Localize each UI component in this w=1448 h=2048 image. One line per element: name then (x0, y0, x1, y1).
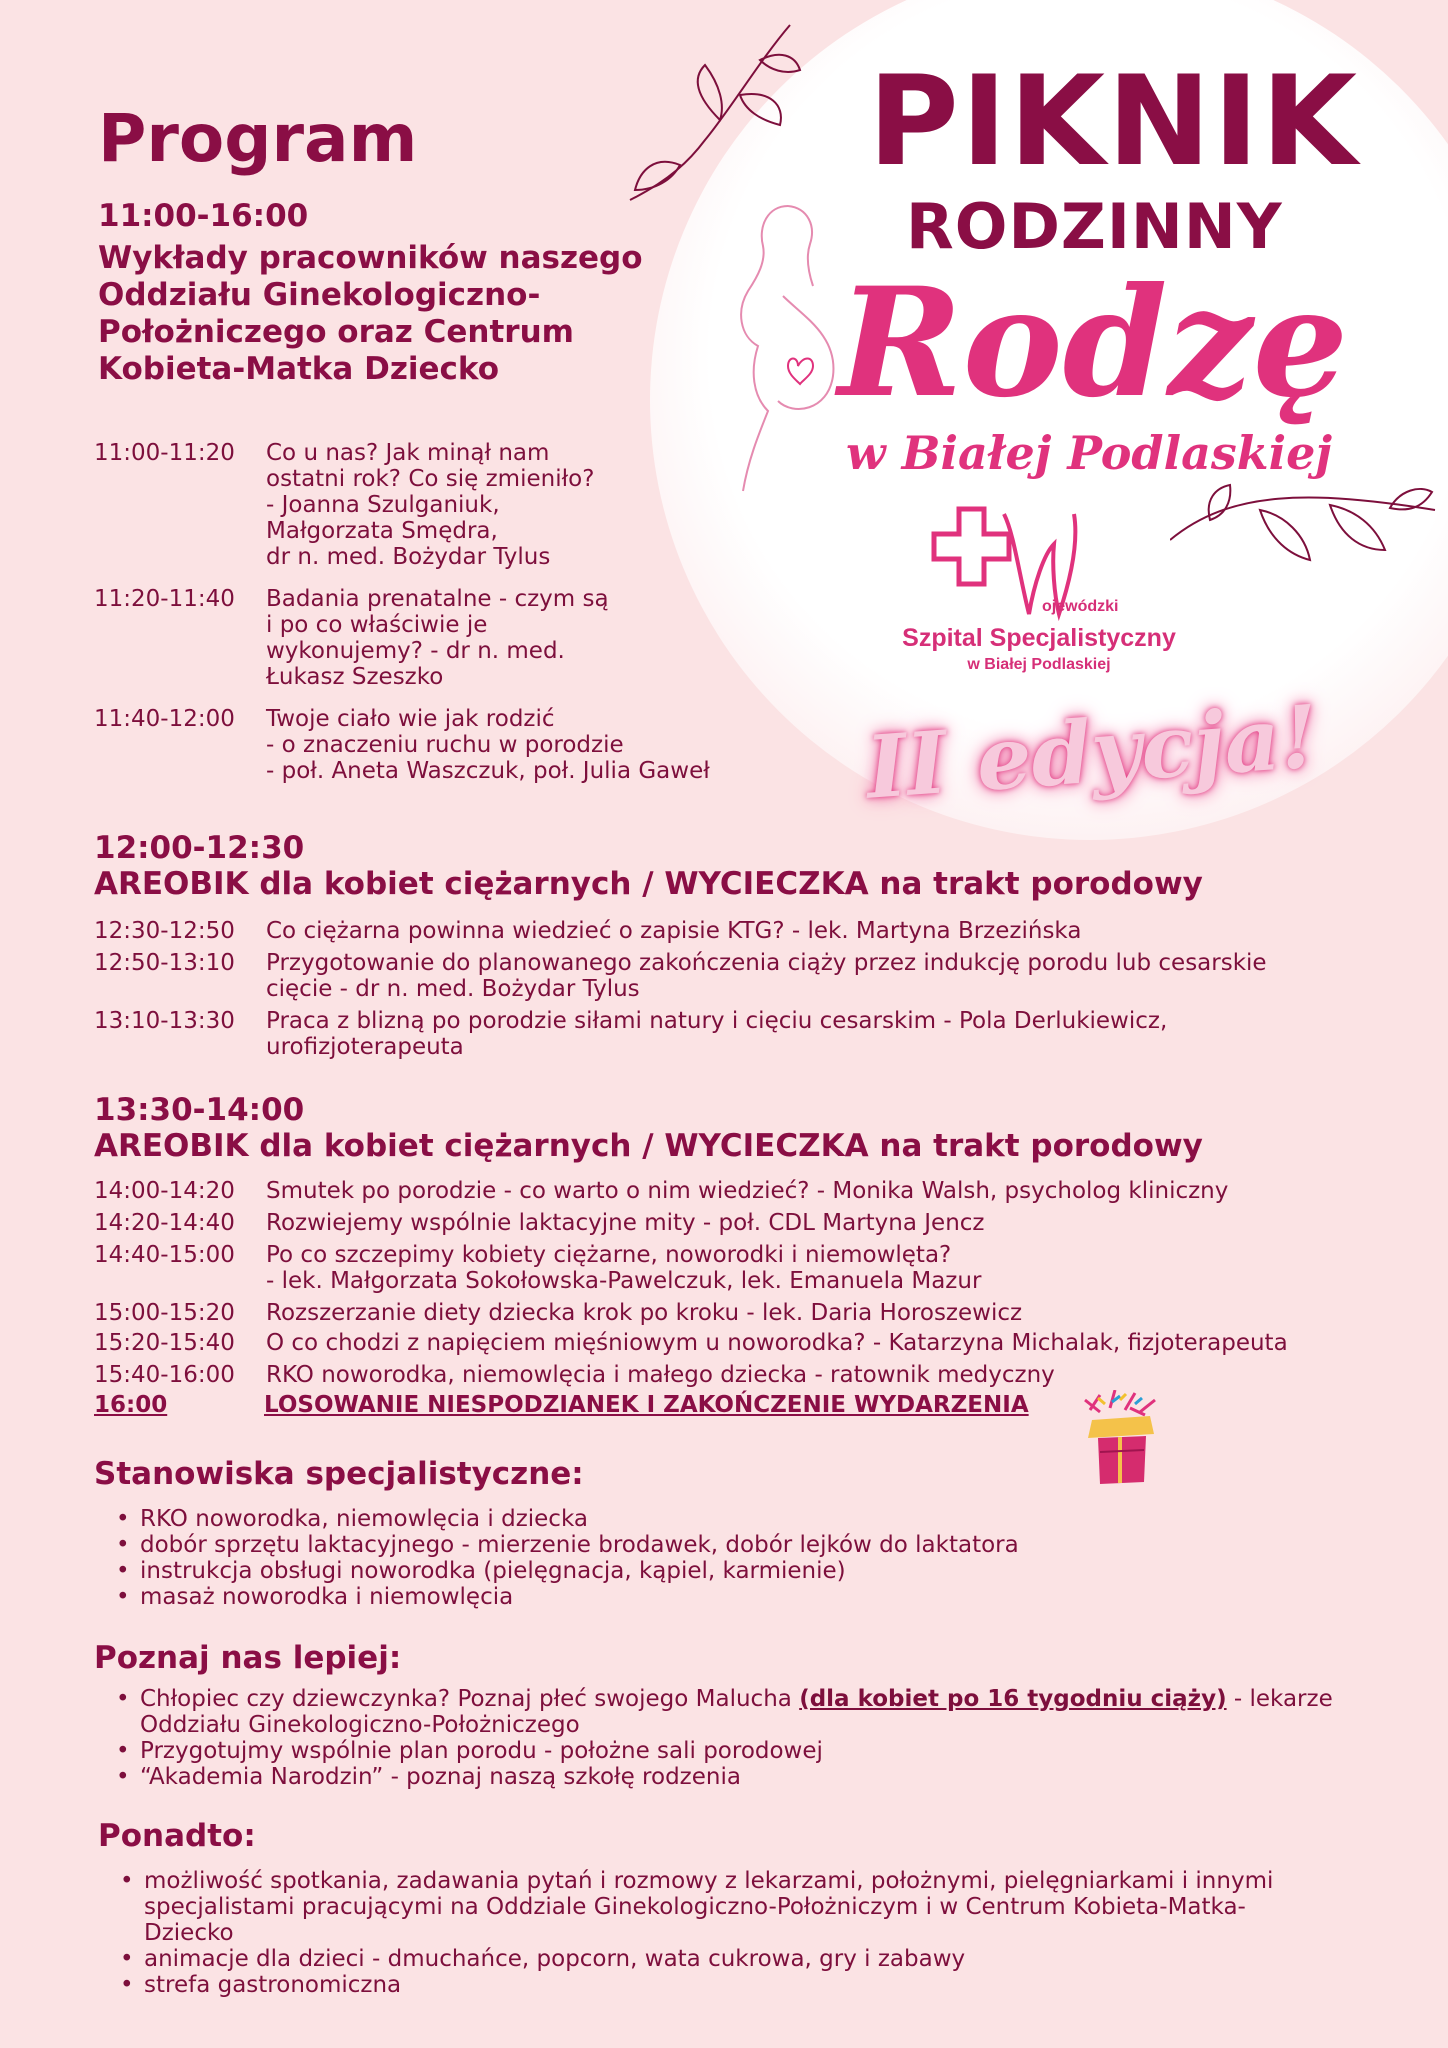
block3-heading: AREOBIK dla kobiet ciężarnych / WYCIECZKA na trakt porodowy (94, 1128, 1203, 1164)
row-desc: Co u nas? Jak minął nam ostatni rok? Co się zmieniło? - Joanna Szulganiuk, Małgorzata Smędra, dr n. med. Bożydar Tylus (266, 440, 595, 570)
row-time: 14:00-14:20 (94, 1178, 235, 1204)
event-script-title: Rodzę (838, 255, 1349, 431)
row-time: 15:20-15:40 (94, 1330, 235, 1356)
row-time: 11:20-11:40 (94, 586, 235, 612)
row-time: 11:40-12:00 (94, 706, 235, 732)
row-desc: Praca z blizną po porodzie siłami natury i cięciu cesarskim - Pola Derlukiewicz, urofizjoterapeuta (266, 1008, 1168, 1060)
hospital-location: w Białej Podlaskiej (967, 656, 1111, 673)
event-title-line1: PIKNIK (868, 50, 1360, 194)
row-desc: Smutek po porodzie - co warto o nim wiedzieć? - Monika Walsh, psycholog kliniczny (266, 1178, 1229, 1204)
event-script-subtitle: w Białej Podlaskiej (846, 426, 1333, 480)
block1-time: 11:00-16:00 (98, 198, 309, 234)
row-desc: Co ciężarna powinna wiedzieć o zapisie KTG? - lek. Martyna Brzezińska (266, 918, 1082, 944)
list-item (116, 1686, 1356, 1738)
row-time: 14:40-15:00 (94, 1242, 235, 1268)
list-item-text: Chłopiec czy dziewczynka? Poznaj płeć swojego Malucha (140, 1686, 800, 1712)
row-time: 12:30-12:50 (94, 918, 235, 944)
list-item: • Przygotujmy wspólnie plan porodu - położne sali porodowej (116, 1738, 1356, 1764)
event-title-line2: RODZINNY (906, 190, 1283, 263)
row-desc: Przygotowanie do planowanego zakończenia ciąży przez indukcję porodu lub cesarskie cięcie - dr n. med. Bożydar Tylus (266, 950, 1267, 1002)
row-desc: Po co szczepimy kobiety ciężarne, noworodki i niemowlęta? - lek. Małgorzata Sokołowska-Pawelczuk, lek. Emanuela Mazur (266, 1242, 982, 1294)
row-time: 13:10-13:30 (94, 1008, 235, 1034)
row-desc: Twoje ciało wie jak rodzić - o znaczeniu ruchu w porodzie - poł. Aneta Waszczuk, poł. Julia Gaweł (266, 706, 710, 784)
poznaj-list (116, 1686, 1356, 1790)
block2-time: 12:00-12:30 (94, 830, 305, 866)
list-item: • instrukcja obsługi noworodka (pielęgnacja, kąpiel, karmienie) (116, 1558, 1356, 1584)
gift-box-icon (1070, 1390, 1170, 1490)
row-desc: Rozszerzanie diety dziecka krok po kroku - lek. Daria Horoszewicz (266, 1300, 1023, 1326)
closing-time: 16:00 (94, 1392, 168, 1418)
list-item: • RKO noworodka, niemowlęcia i dziecka (116, 1506, 1356, 1532)
ponadto-heading: Ponadto: (98, 1818, 256, 1854)
stanowiska-list (116, 1506, 1356, 1610)
row-time: 14:20-14:40 (94, 1210, 235, 1236)
edition-badge: II edycja! (863, 686, 1322, 819)
list-item: • strefa gastronomiczna (120, 1972, 1320, 1998)
row-desc: Rozwiejemy wspólnie laktacyjne mity - poł. CDL Martyna Jencz (266, 1210, 985, 1236)
highlight-text: (dla kobiet po 16 tygodniu ciąży) (799, 1686, 1227, 1712)
list-item: • “Akademia Narodzin” - poznaj naszą szkołę rodzenia (116, 1764, 1356, 1790)
block3-time: 13:30-14:00 (94, 1092, 305, 1128)
row-desc: Badania prenatalne - czym są i po co właściwie je wykonujemy? - dr n. med. Łukasz Szeszko (266, 586, 609, 690)
list-item-text: - lekarze Oddziału Ginekologiczno-Położniczego (140, 1686, 1333, 1738)
row-time: 15:40-16:00 (94, 1362, 235, 1388)
list-item: • animacje dla dzieci - dmuchańce, popcorn, wata cukrowa, gry i zabawy (120, 1946, 1320, 1972)
poznaj-heading: Poznaj nas lepiej: (94, 1640, 402, 1676)
pregnant-woman-icon (728, 196, 848, 496)
row-time: 11:00-11:20 (94, 440, 235, 466)
block2-heading: AREOBIK dla kobiet ciężarnych / WYCIECZKA na trakt porodowy (94, 866, 1203, 902)
hospital-name: Szpital Specjalistyczny (902, 624, 1176, 652)
hospital-woj-suffix: ojewódzki (1042, 598, 1119, 615)
row-time: 15:00-15:20 (94, 1300, 235, 1326)
row-desc: RKO noworodka, niemowlęcia i małego dziecka - ratownik medyczny (266, 1362, 1055, 1388)
row-desc: O co chodzi z napięciem mięśniowym u noworodka? - Katarzyna Michalak, fizjoterapeuta (266, 1330, 1288, 1356)
list-item: • możliwość spotkania, zadawania pytań i rozmowy z lekarzami, położnymi, pielęgniarkami i innymi specjalistami pracującymi na Oddziale Ginekologiczno-Położniczym i w Centrum Kobieta-Matka-Dziecko (120, 1868, 1320, 1946)
leaf-branch-icon (610, 20, 810, 210)
program-title: Program (98, 100, 418, 177)
leaf-branch-icon (1170, 480, 1440, 600)
list-item: • dobór sprzętu laktacyjnego - mierzenie brodawek, dobór lejków do laktatora (116, 1532, 1356, 1558)
block1-heading: Wykłady pracowników naszego Oddziału Ginekologiczno-Położniczego oraz Centrum Kobieta-Matka Dziecko (98, 240, 643, 387)
list-item: • masaż noworodka i niemowlęcia (116, 1584, 1356, 1610)
ponadto-list (120, 1868, 1320, 1998)
closing-desc: LOSOWANIE NIESPODZIANEK I ZAKOŃCZENIE WYDARZENIA (264, 1392, 1029, 1418)
row-time: 12:50-13:10 (94, 950, 235, 976)
stanowiska-heading: Stanowiska specjalistyczne: (94, 1456, 584, 1492)
